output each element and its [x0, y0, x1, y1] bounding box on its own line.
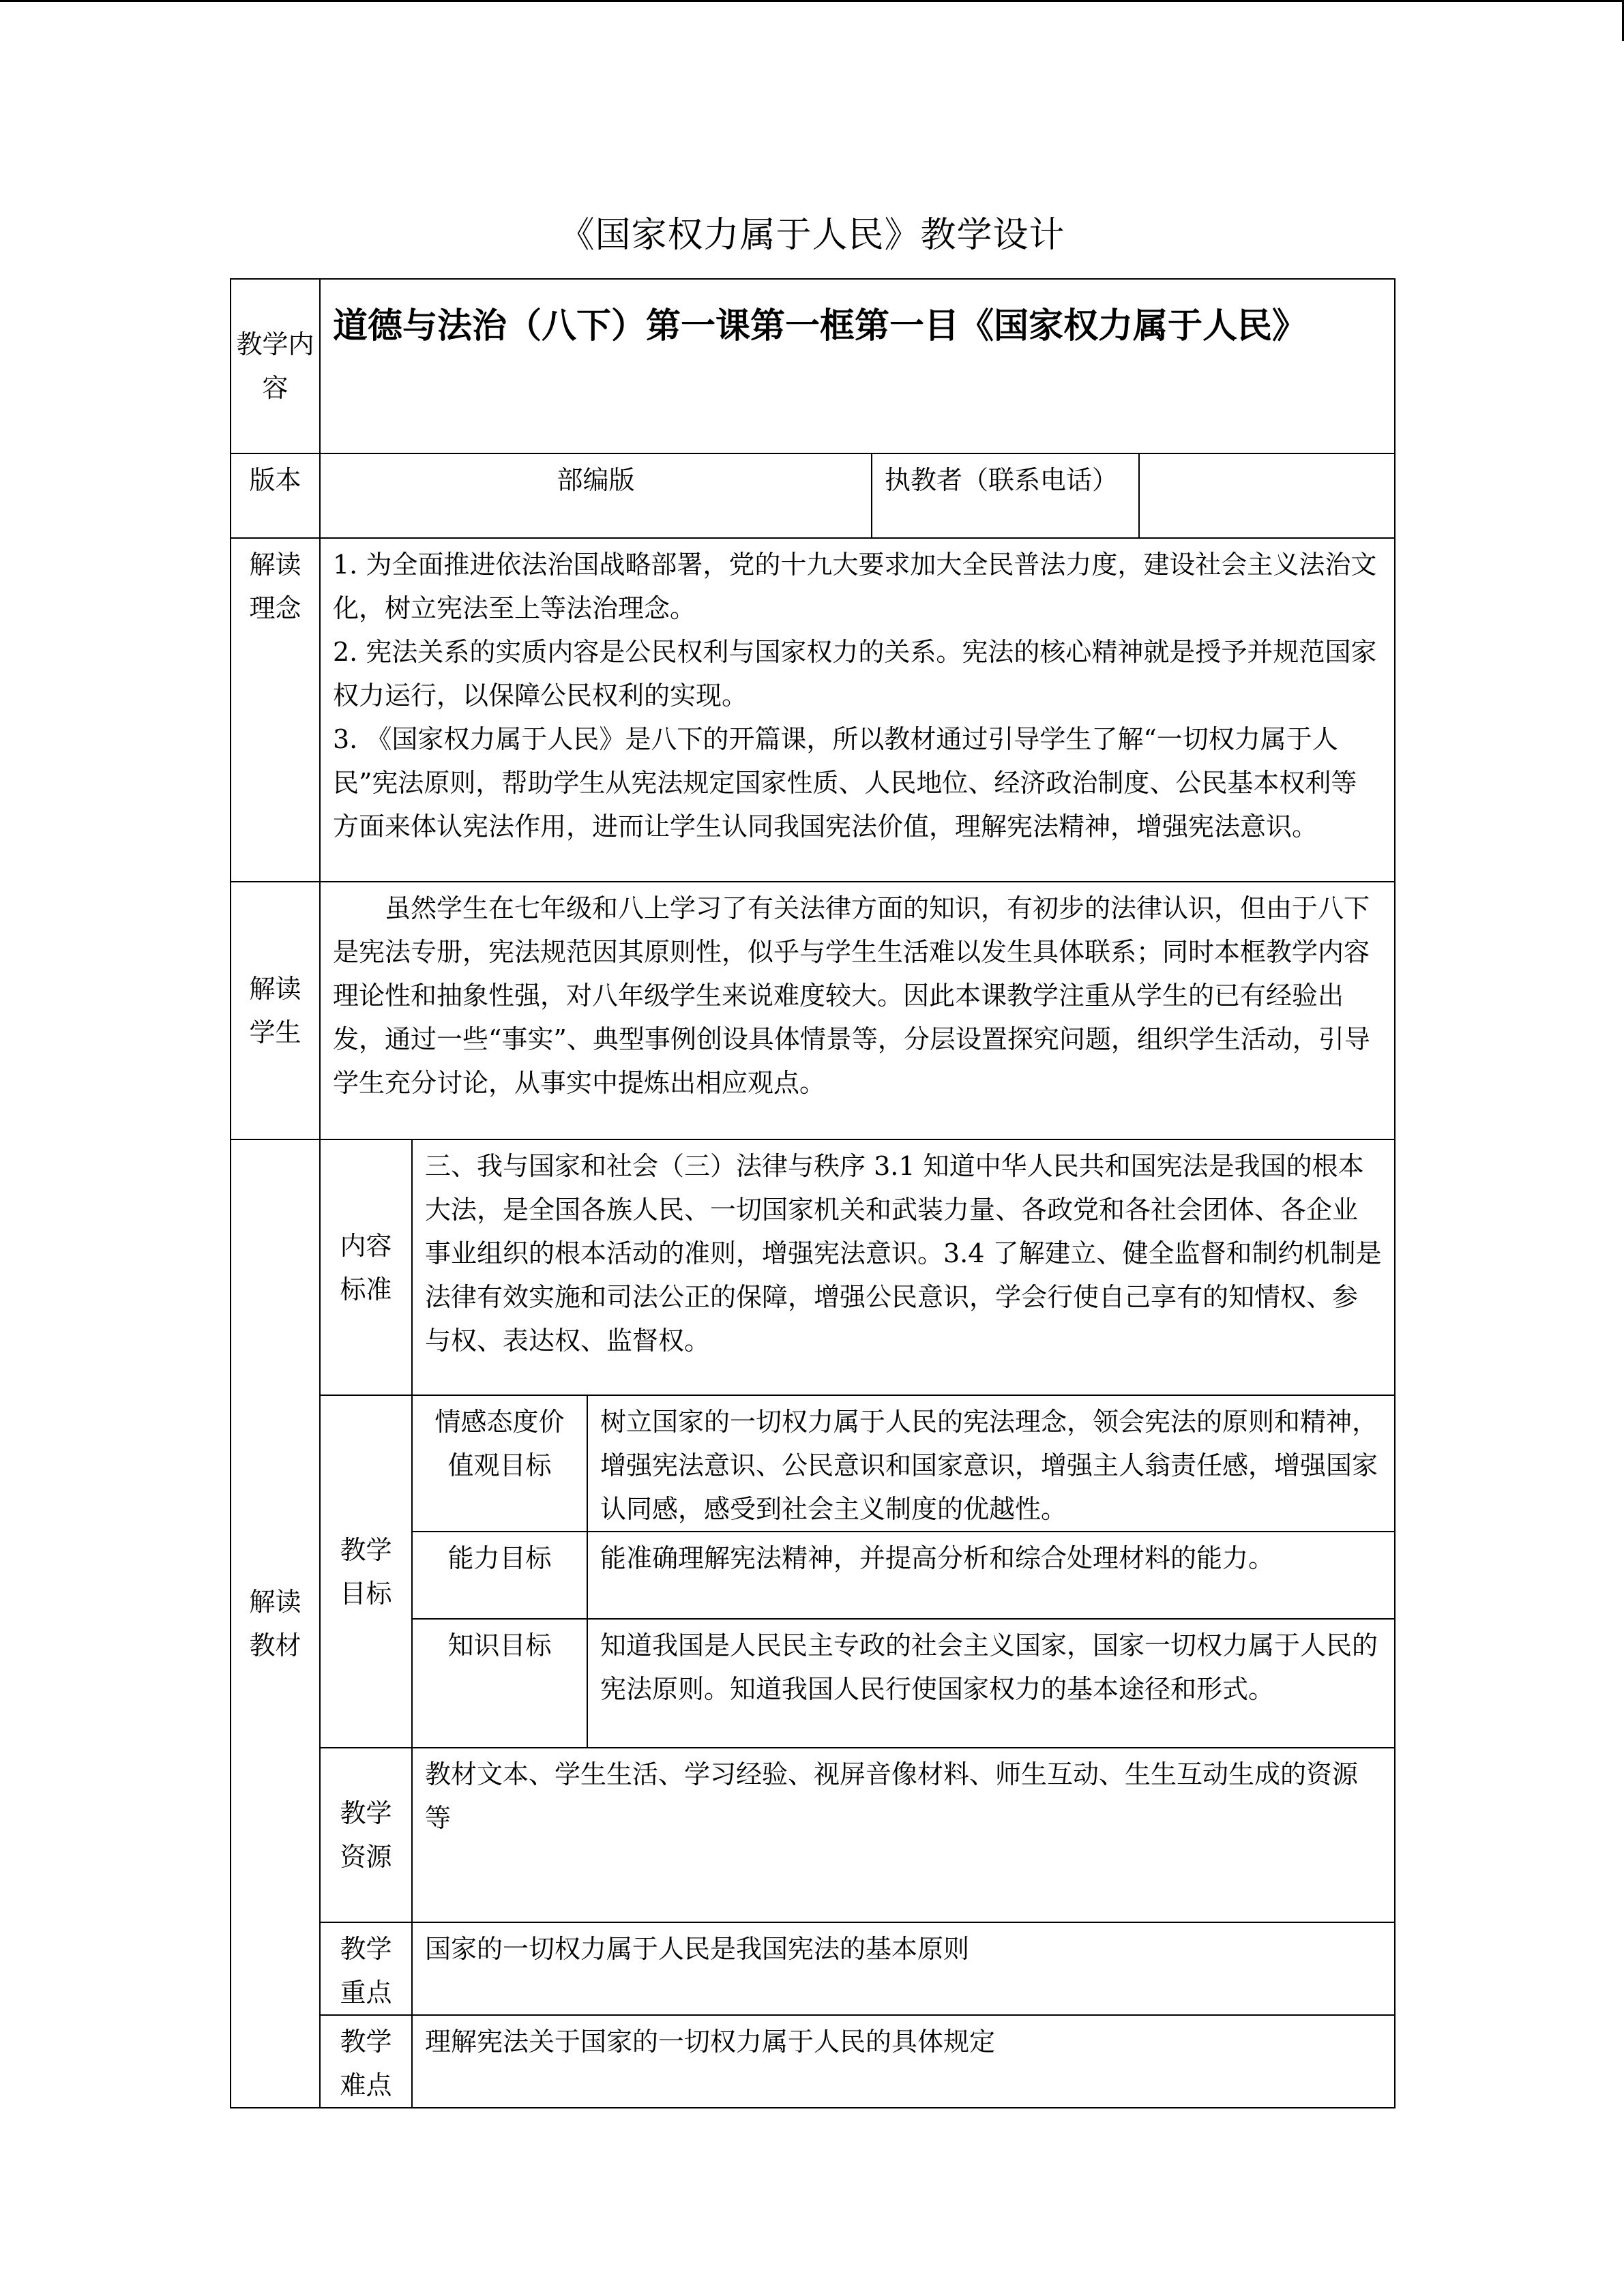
content-label: 教学内容	[231, 279, 320, 453]
lesson-plan-table	[230, 278, 1396, 2108]
standard-label: 内容标准	[320, 1139, 412, 1395]
goal-knowledge-text: 知道我国是人民民主专政的社会主义国家，国家一切权力属于人民的宪法原则。知道我国人民行使国家权力的基本途径和形式。	[587, 1619, 1395, 1748]
goal-knowledge-label: 知识目标	[412, 1619, 587, 1748]
content-value: 道德与法治（八下）第一课第一框第一目《国家权力属于人民》	[320, 279, 1395, 453]
student-label: 解读学生	[231, 882, 320, 1139]
goal-ability-text: 能准确理解宪法精神，并提高分析和综合处理材料的能力。	[587, 1532, 1395, 1619]
difficulty-text: 理解宪法关于国家的一切权力属于人民的具体规定	[412, 2015, 1395, 2108]
keypoint-row	[231, 1922, 1395, 2015]
edition-label: 版本	[231, 453, 320, 538]
keypoint-label: 教学重点	[320, 1922, 412, 2015]
concept-item: 3. 《国家权力属于人民》是八下的开篇课，所以教材通过引导学生了解“一切权力属于人民”宪法原则，帮助学生从宪法规定国家性质、人民地位、经济政治制度、公民基本权利等方面来体认宪法作用，进而让学生认同我国宪法价值，理解宪法精神，增强宪法意识。	[333, 724, 1357, 841]
resources-text: 教材文本、学生生活、学习经验、视屏音像材料、师生互动、生生互动生成的资源等	[412, 1748, 1395, 1922]
goals-label: 教学目标	[320, 1395, 412, 1748]
student-row	[231, 882, 1395, 1139]
standard-text: 三、我与国家和社会（三）法律与秩序 3.1 知道中华人民共和国宪法是我国的根本大法，是全国各族人民、一切国家机关和武装力量、各政党和各社会团体、各企业事业组织的根本活动的准则，增强宪法意识。3.4 了解建立、健全监督和制约机制是法律有效实施和司法公正的保障，增强公民意识，学会行使自己享有的知情权、参与权、表达权、监督权。	[412, 1139, 1395, 1395]
resources-label: 教学资源	[320, 1748, 412, 1922]
teacher-value	[1139, 453, 1395, 538]
standard-row	[231, 1139, 1395, 1395]
concept-item: 1. 为全面推进依法治国战略部署，党的十九大要求加大全民普法力度，建设社会主义法治文化，树立宪法至上等法治理念。	[333, 550, 1377, 623]
student-paragraph: 虽然学生在七年级和八上学习了有关法律方面的知识，有初步的法律认识，但由于八下是宪法专册，宪法规范因其原则性，似乎与学生生活难以发生具体联系；同时本框教学内容理论性和抽象性强，对八年级学生来说难度较大。因此本课教学注重从学生的已有经验出发，通过一些“事实”、典型事例创设具体情景等，分层设置探究问题，组织学生活动，引导学生充分讨论，从事实中提炼出相应观点。	[333, 893, 1370, 1098]
student-text	[320, 882, 1395, 1139]
keypoint-text: 国家的一切权力属于人民是我国宪法的基本原则	[412, 1922, 1395, 2015]
page-top-edge	[0, 0, 1624, 2]
document-title: 《国家权力属于人民》教学设计	[559, 215, 1065, 256]
goal-attitude-text: 树立国家的一切权力属于人民的宪法理念，领会宪法的原则和精神，增强宪法意识、公民意识和国家意识，增强主人翁责任感，增强国家认同感，感受到社会主义制度的优越性。	[587, 1395, 1395, 1532]
resources-row	[231, 1748, 1395, 1922]
concept-label: 解读理念	[231, 538, 320, 882]
teacher-label: 执教者（联系电话）	[872, 453, 1139, 538]
concept-row	[231, 538, 1395, 882]
textbook-label: 解读教材	[231, 1139, 320, 2108]
goal-ability-label: 能力目标	[412, 1532, 587, 1619]
difficulty-label: 教学难点	[320, 2015, 412, 2108]
edition-row	[231, 453, 1395, 538]
goal-attitude-label: 情感态度价值观目标	[412, 1395, 587, 1532]
goal-row-attitude	[231, 1395, 1395, 1532]
concept-item: 2. 宪法关系的实质内容是公民权利与国家权力的关系。宪法的核心精神就是授予并规范国家权力运行，以保障公民权利的实现。	[333, 637, 1377, 711]
edition-value: 部编版	[320, 453, 872, 538]
difficulty-row	[231, 2015, 1395, 2108]
concept-text	[320, 538, 1395, 882]
content-row	[231, 279, 1395, 453]
